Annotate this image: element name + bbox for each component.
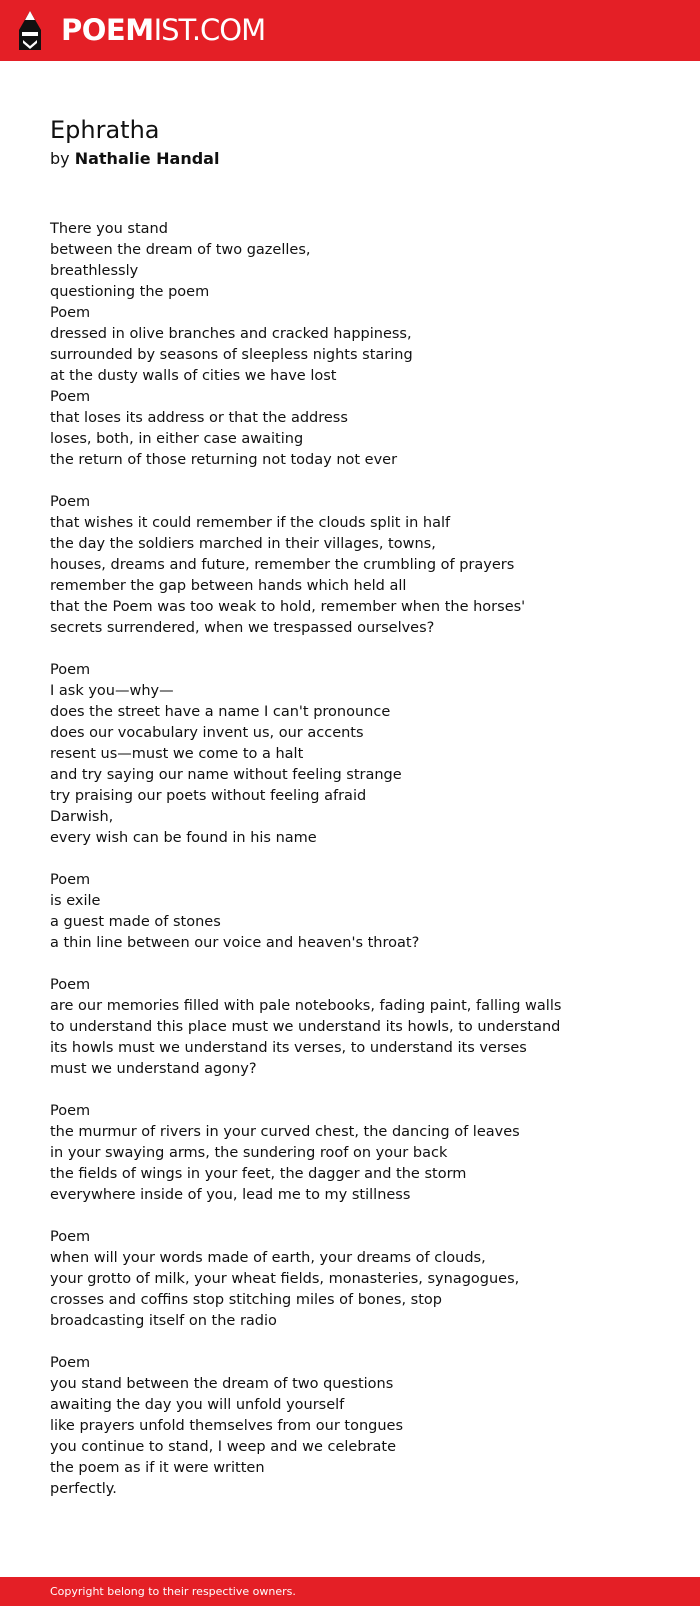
poem-body — [50, 219, 670, 1500]
poem-line: crosses and coffins stop stitching miles of bones, stop — [50, 1292, 442, 1308]
poem-line: a guest made of stones — [50, 914, 221, 930]
poem-line: Poem — [50, 977, 91, 993]
poem-line: in your swaying arms, the sundering roof on your back — [50, 1145, 448, 1161]
stanza-gap — [50, 849, 670, 870]
stanza-gap — [50, 1206, 670, 1227]
poem-line: the return of those returning not today not ever — [50, 452, 398, 468]
poem-line: questioning the poem — [50, 284, 210, 300]
poem-stanza — [50, 1353, 670, 1500]
logo-light-part: IST.COM — [153, 13, 266, 47]
poem-line: and try saying our name without feeling strange — [50, 767, 402, 783]
stanza-gap — [50, 639, 670, 660]
stanza-gap — [50, 471, 670, 492]
poem-line: secrets surrendered, when we trespassed ourselves? — [50, 620, 435, 636]
poem-line: loses, both, in either case awaiting — [50, 431, 304, 447]
poem-byline — [50, 148, 219, 170]
logo-bold-part: POEM — [61, 13, 154, 47]
poem-line: surrounded by seasons of sleepless nights staring — [50, 347, 413, 363]
poem-line: broadcasting itself on the radio — [50, 1313, 277, 1329]
poem-line: you stand between the dream of two questions — [50, 1376, 394, 1392]
poem-line: does the street have a name I can't pronounce — [50, 704, 391, 720]
poem-line: that loses its address or that the address — [50, 410, 348, 426]
by-label: by — [50, 149, 70, 168]
poem-line: the fields of wings in your feet, the dagger and the storm — [50, 1166, 467, 1182]
poem-line: is exile — [50, 893, 101, 909]
poem-line: must we understand agony? — [50, 1061, 257, 1077]
poem-line: There you stand — [50, 221, 168, 237]
poem-line: I ask you—why— — [50, 683, 174, 699]
poem-stanza — [50, 492, 670, 639]
poem-line: that wishes it could remember if the clouds split in half — [50, 515, 451, 531]
poem-line: Poem — [50, 662, 91, 678]
poem-stanza — [50, 219, 670, 471]
poem-line: a thin line between our voice and heaven's throat? — [50, 935, 420, 951]
poem-line: breathlessly — [50, 263, 139, 279]
poem-line: when will your words made of earth, your dreams of clouds, — [50, 1250, 486, 1266]
poem-line: Poem — [50, 305, 91, 321]
poem-line: remember the gap between hands which held all — [50, 578, 407, 594]
pencil-logo-icon[interactable] — [18, 10, 42, 51]
poem-line: does our vocabulary invent us, our accents — [50, 725, 364, 741]
poem-line: the day the soldiers marched in their villages, towns, — [50, 536, 436, 552]
poem-line: Poem — [50, 389, 91, 405]
poem-author[interactable]: Nathalie Handal — [74, 149, 220, 168]
poem-stanza — [50, 660, 670, 849]
poem-line: try praising our poets without feeling afraid — [50, 788, 367, 804]
poem-stanza — [50, 1227, 670, 1332]
poem-line: are our memories filled with pale notebooks, fading paint, falling walls — [50, 998, 562, 1014]
poem-line: perfectly. — [50, 1481, 117, 1497]
poem-line: houses, dreams and future, remember the crumbling of prayers — [50, 557, 515, 573]
poem-line: between the dream of two gazelles, — [50, 242, 311, 258]
poem-stanza — [50, 1101, 670, 1206]
poem-title: Ephratha — [50, 116, 160, 144]
poem-line: resent us—must we come to a halt — [50, 746, 304, 762]
poem-line: Poem — [50, 1355, 91, 1371]
stanza-gap — [50, 1080, 670, 1101]
poem-line: you continue to stand, I weep and we celebrate — [50, 1439, 396, 1455]
poem-line: like prayers unfold themselves from our tongues — [50, 1418, 404, 1434]
poem-stanza — [50, 975, 670, 1080]
poem-line: every wish can be found in his name — [50, 830, 317, 846]
poem-line: your grotto of milk, your wheat fields, monasteries, synagogues, — [50, 1271, 520, 1287]
poem-line: at the dusty walls of cities we have lost — [50, 368, 337, 384]
poem-line: the poem as if it were written — [50, 1460, 265, 1476]
site-footer — [0, 1577, 700, 1606]
poem-line: to understand this place must we understand its howls, to understand — [50, 1019, 561, 1035]
poem-line: Poem — [50, 494, 91, 510]
site-logo[interactable] — [61, 12, 265, 48]
stanza-gap — [50, 954, 670, 975]
poem-stanza — [50, 870, 670, 954]
poem-line: Poem — [50, 1103, 91, 1119]
poem-line: awaiting the day you will unfold yourself — [50, 1397, 345, 1413]
poem-line: its howls must we understand its verses, to understand its verses — [50, 1040, 527, 1056]
stanza-gap — [50, 1332, 670, 1353]
poem-line: Poem — [50, 1229, 91, 1245]
poem-line: Darwish, — [50, 809, 114, 825]
poem-line: the murmur of rivers in your curved chest, the dancing of leaves — [50, 1124, 520, 1140]
poem-line: that the Poem was too weak to hold, remember when the horses' — [50, 599, 526, 615]
poem-line: Poem — [50, 872, 91, 888]
site-header — [0, 0, 700, 61]
poem-line: everywhere inside of you, lead me to my stillness — [50, 1187, 411, 1203]
poem-line: dressed in olive branches and cracked happiness, — [50, 326, 412, 342]
copyright-text: Copyright belong to their respective owners. — [50, 1585, 296, 1598]
